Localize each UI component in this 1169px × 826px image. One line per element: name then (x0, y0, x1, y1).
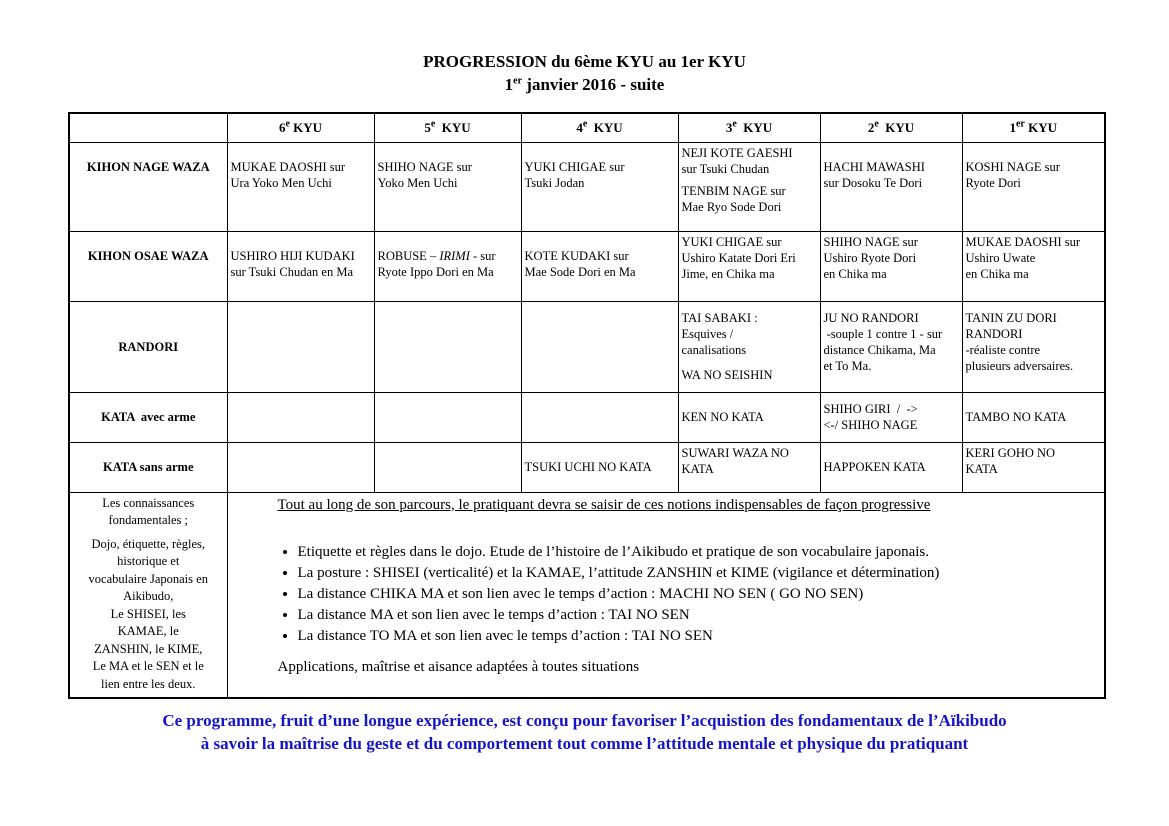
row-label: Les connaissances fondamentales ; Dojo, étiquette, règles, historique et vocabulaire Japonais en Aikibudo, Le SHISEI, les KAMAE, le ZANSHIN, le KIME, Le MA et le SEN et le lien entre les deux. (69, 492, 227, 698)
row-kihon-nage-waza (69, 142, 1105, 231)
header-3-kyu: 3e KYU (678, 113, 820, 142)
cell-3-kyu: SUWARI WAZA NO KATA (678, 442, 820, 492)
progression-table (68, 112, 1106, 699)
cell-4-kyu (521, 392, 678, 442)
list-item: • La distance CHIKA MA et son lien avec le temps d’action : MACHI NO SEN ( GO NO SEN) (298, 584, 1095, 605)
row-label: KATA sans arme (69, 442, 227, 492)
date-day: 1 (504, 75, 514, 94)
row-randori (69, 301, 1105, 392)
list-item: • La distance MA et son lien avec le temps d’action : TAI NO SEN (298, 605, 1095, 626)
cell-3-kyu: NEJI KOTE GAESHI sur Tsuki Chudan TENBIM NAGE sur Mae Ryo Sode Dori (678, 142, 820, 231)
header-2-kyu: 2e KYU (820, 113, 962, 142)
cell-2-kyu: JU NO RANDORI -souple 1 contre 1 - sur distance Chikama, Ma et To Ma. (820, 301, 962, 392)
connaissances-content (227, 492, 1105, 698)
date-ordinal: er (513, 75, 523, 87)
date-rest: janvier 2016 - suite (522, 75, 665, 94)
cell-6-kyu (227, 301, 374, 392)
cell-1-kyu: KERI GOHO NO KATA (962, 442, 1105, 492)
cell-2-kyu: SHIHO NAGE sur Ushiro Ryote Dori en Chika ma (820, 231, 962, 301)
cell-3-kyu: TAI SABAKI : Esquives / canalisations WA NO SEISHIN (678, 301, 820, 392)
cell-4-kyu: TSUKI UCHI NO KATA (521, 442, 678, 492)
header-1-kyu: 1er KYU (962, 113, 1105, 142)
intro-text: Tout au long de son parcours, le pratiquant devra se saisir de ces notions indispensables de façon progressive (277, 496, 931, 513)
cell-6-kyu: USHIRO HIJI KUDAKI sur Tsuki Chudan en Ma (227, 231, 374, 301)
header-4-kyu: 4e KYU (521, 113, 678, 142)
cell-1-kyu: MUKAE DAOSHI sur Ushiro Uwate en Chika ma (962, 231, 1105, 301)
cell-4-kyu (521, 301, 678, 392)
cell-3-kyu: YUKI CHIGAE sur Ushiro Katate Dori Eri Jime, en Chika ma (678, 231, 820, 301)
row-label: KATA avec arme (69, 392, 227, 442)
cell-1-kyu: TANIN ZU DORI RANDORI -réaliste contre plusieurs adversaires. (962, 301, 1105, 392)
footer-line-2: à savoir la maîtrise du geste et du comportement tout comme l’attitude mentale et physique du pratiquant (200, 734, 969, 753)
list-item: • La distance TO MA et son lien avec le temps d’action : TAI NO SEN (298, 626, 1095, 647)
header-5-kyu: 5e KYU (374, 113, 521, 142)
header-empty (69, 113, 227, 142)
cell-5-kyu (374, 442, 521, 492)
cell-5-kyu: ROBUSE – IRIMI - sur Ryote Ippo Dori en Ma (374, 231, 521, 301)
cell-5-kyu: SHIHO NAGE sur Yoko Men Uchi (374, 142, 521, 231)
cell-4-kyu: KOTE KUDAKI sur Mae Sode Dori en Ma (521, 231, 678, 301)
cell-4-kyu: YUKI CHIGAE sur Tsuki Jodan (521, 142, 678, 231)
row-kata-avec-arme (69, 392, 1105, 442)
header-6-kyu: 6e KYU (227, 113, 374, 142)
cell-5-kyu (374, 392, 521, 442)
cell-6-kyu (227, 392, 374, 442)
cell-2-kyu: HAPPOKEN KATA (820, 442, 962, 492)
header-row (69, 113, 1105, 142)
row-kihon-osae-waza (69, 231, 1105, 301)
cell-1-kyu: TAMBO NO KATA (962, 392, 1105, 442)
cell-6-kyu (227, 442, 374, 492)
page-title: PROGRESSION du 6ème KYU au 1er KYU (423, 52, 746, 71)
cell-3-kyu: KEN NO KATA (678, 392, 820, 442)
page-subtitle (0, 75, 1169, 95)
row-label: KIHON NAGE WAZA (69, 142, 227, 231)
row-kata-sans-arme (69, 442, 1105, 492)
cell-1-kyu: KOSHI NAGE sur Ryote Dori (962, 142, 1105, 231)
row-label: KIHON OSAE WAZA (69, 231, 227, 301)
list-item: • Etiquette et règles dans le dojo. Etude de l’histoire de l’Aikibudo et pratique de son vocabulaire japonais. (298, 542, 1095, 563)
footer-line-1: Ce programme, fruit d’une longue expérience, est conçu pour favoriser l’acquistion des fondamentaux de l’Aïkibudo (162, 711, 1007, 730)
notions-list (278, 542, 1095, 647)
row-connaissances (69, 492, 1105, 698)
applications-text: Applications, maîtrise et aisance adaptées à toutes situations (277, 658, 640, 675)
row-label: RANDORI (69, 301, 227, 392)
cell-2-kyu: HACHI MAWASHI sur Dosoku Te Dori (820, 142, 962, 231)
cell-6-kyu: MUKAE DAOSHI sur Ura Yoko Men Uchi (227, 142, 374, 231)
cell-5-kyu (374, 301, 521, 392)
cell-2-kyu: SHIHO GIRI / -> <-/ SHIHO NAGE (820, 392, 962, 442)
list-item: • La posture : SHISEI (verticalité) et la KAMAE, l’attitude ZANSHIN et KIME (vigilance et détermination) (298, 563, 1095, 584)
